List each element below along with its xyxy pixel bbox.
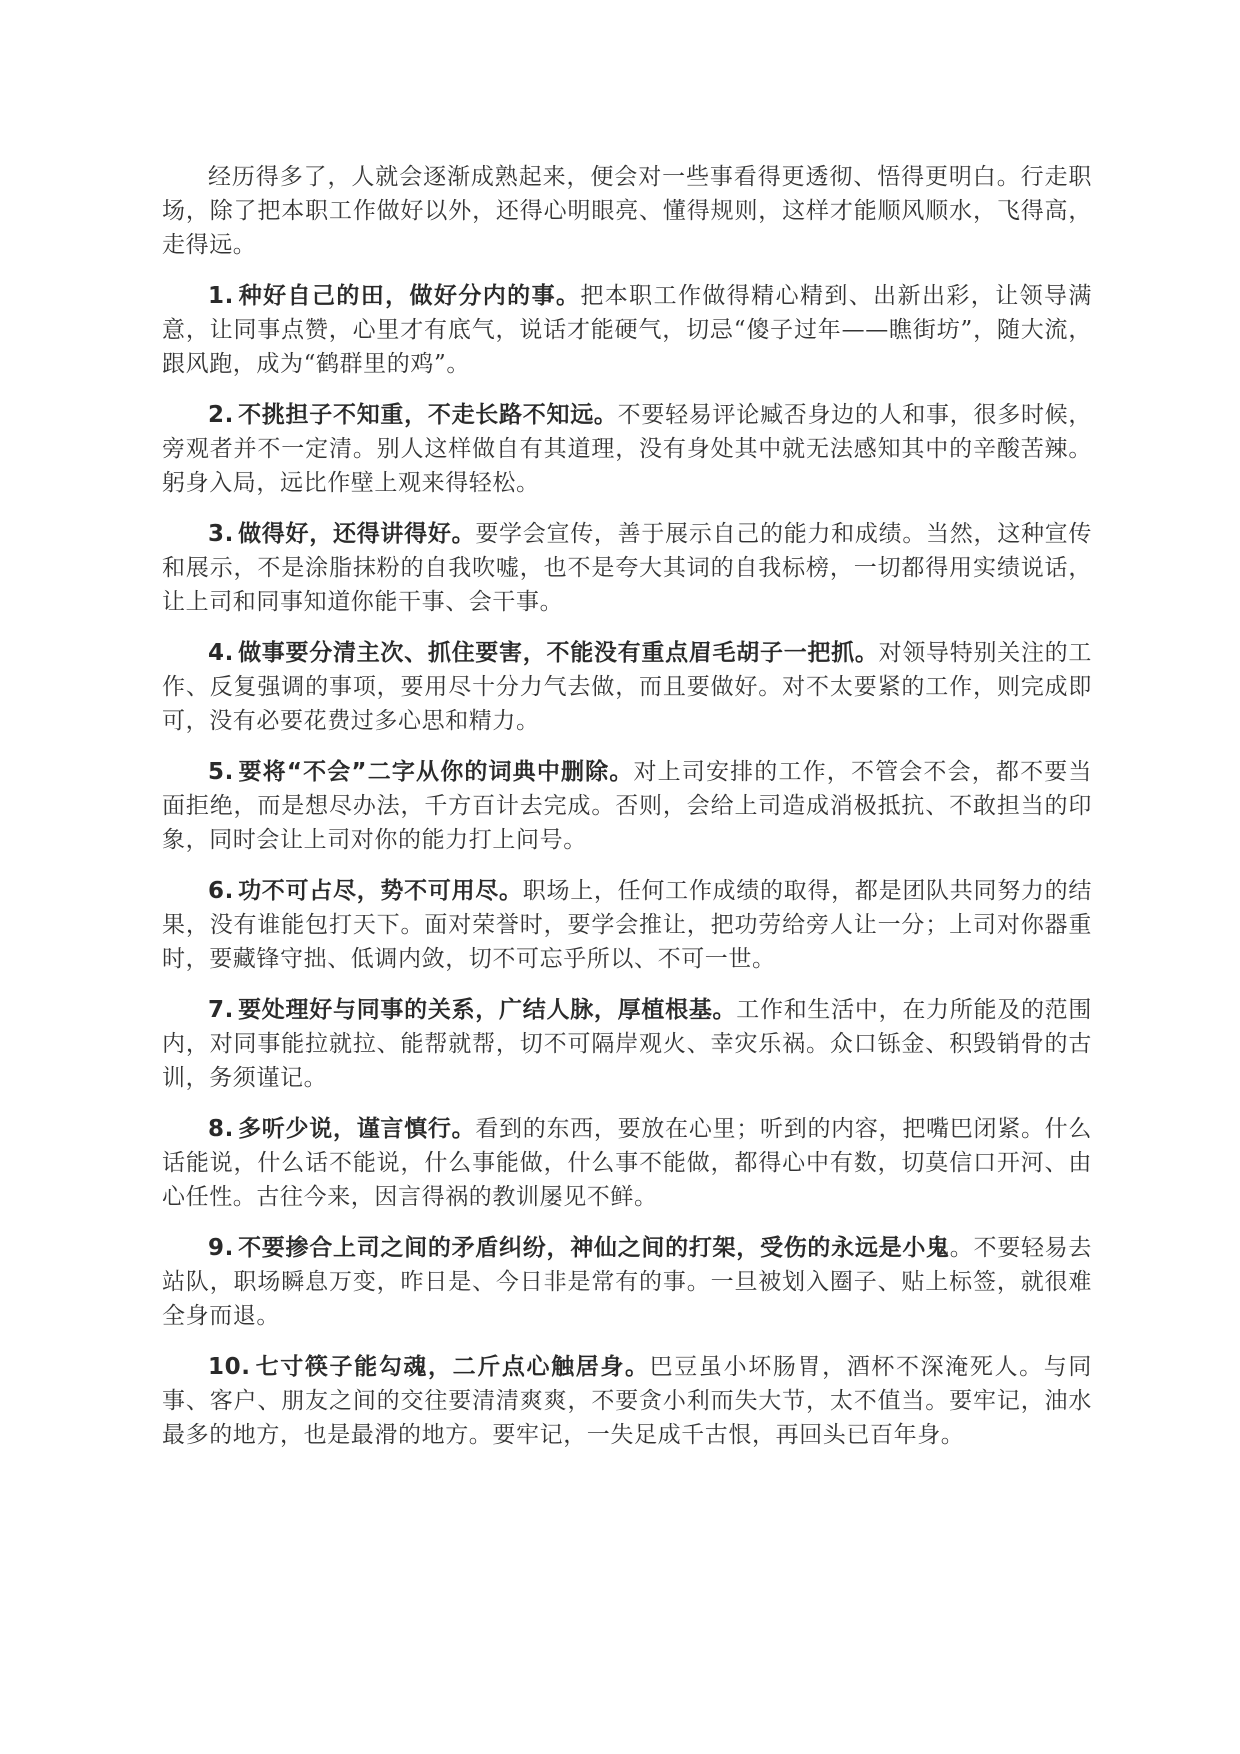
item-body: 对领导特别关注的工作、反复强调的事项，要用尽十分力气去做，而且要做好。对不太要紧的工作，则完成即可，没有必要花费过多心思和精力。: [162, 640, 1092, 734]
list-item: [162, 517, 1092, 619]
item-heading: 七寸筷子能勾魂，二斤点心触居身。: [254, 1354, 650, 1380]
item-number: 2.: [208, 402, 234, 428]
item-number: 3.: [208, 521, 234, 547]
item-heading: 要处理好与同事的关系，广结人脉，厚植根基。: [237, 997, 737, 1023]
item-body: 把本职工作做得精心精到、出新出彩，让领导满意，让同事点赞，心里才有底气，说话才能硬气，切忌“傻子过年——瞧街坊”，随大流，跟风跑，成为“鹤群里的鸡”。: [162, 283, 1092, 377]
item-body: 不要轻易评论臧否身边的人和事，很多时候，旁观者并不一定清。别人这样做自有其道理，没有身处其中就无法感知其中的辛酸苦辣。躬身入局，远比作壁上观来得轻松。: [162, 402, 1092, 496]
item-number: 4.: [208, 640, 234, 666]
list-item: [162, 1231, 1092, 1333]
list-item: [162, 1112, 1092, 1214]
list-item: [162, 755, 1092, 857]
list-item: [162, 636, 1092, 738]
list-item: [162, 874, 1092, 976]
item-heading: 要将“不会”二字从你的词典中删除。: [237, 759, 634, 785]
item-heading: 功不可占尽，势不可用尽。: [237, 878, 523, 904]
item-heading: 多听少说，谨言慎行。: [237, 1116, 476, 1142]
item-number: 10.: [208, 1354, 251, 1380]
item-number: 7.: [208, 997, 234, 1023]
item-body: 要学会宣传，善于展示自己的能力和成绩。当然，这种宣传和展示，不是涂脂抹粉的自我吹嘘，也不是夸大其词的自我标榜，一切都得用实绩说话，让上司和同事知道你能干事、会干事。: [162, 521, 1092, 615]
intro-paragraph: 经历得多了，人就会逐渐成熟起来，便会对一些事看得更透彻、悟得更明白。行走职场，除了把本职工作做好以外，还得心明眼亮、懂得规则，这样才能顺风顺水，飞得高，走得远。: [162, 164, 1092, 258]
list-item: [162, 398, 1092, 500]
list-item: [162, 993, 1092, 1095]
item-body: 工作和生活中，在力所能及的范围内，对同事能拉就拉、能帮就帮，切不可隔岸观火、幸灾乐祸。众口铄金、积毁销骨的古训，务须谨记。: [162, 997, 1092, 1091]
item-number: 1.: [208, 283, 234, 309]
item-number: 6.: [208, 878, 234, 904]
item-body: 对上司安排的工作，不管会不会，都不要当面拒绝，而是想尽办法，千方百计去完成。否则，会给上司造成消极抵抗、不敢担当的印象，同时会让上司对你的能力打上问号。: [162, 759, 1093, 853]
item-number: 9.: [208, 1235, 234, 1261]
item-number: 8.: [208, 1116, 234, 1142]
item-heading: 不要掺合上司之间的矛盾纠纷，神仙之间的打架，受伤的永远是小鬼: [237, 1235, 950, 1261]
item-number: 5.: [208, 759, 234, 785]
document-body: [162, 160, 1092, 1469]
item-body: 职场上，任何工作成绩的取得，都是团队共同努力的结果，没有谁能包打天下。面对荣誉时，要学会推让，把功劳给旁人让一分；上司对你器重时，要藏锋守拙、低调内敛，切不可忘乎所以、不可一世。: [162, 878, 1093, 972]
item-heading: 做得好，还得讲得好。: [237, 521, 476, 547]
item-body: 巴豆虽小坏肠胃，酒杯不深淹死人。与同事、客户、朋友之间的交往要清清爽爽，不要贪小利而失大节，太不值当。要牢记，油水最多的地方，也是最滑的地方。要牢记，一失足成千古恨，再回头已百年身。: [162, 1354, 1092, 1448]
item-heading: 种好自己的田，做好分内的事。: [237, 283, 581, 309]
item-heading: 不挑担子不知重，不走长路不知远。: [237, 402, 618, 428]
list-item: [162, 1350, 1092, 1452]
list-item: [162, 279, 1092, 381]
item-body: 。不要轻易去站队，职场瞬息万变，昨日是、今日非是常有的事。一旦被划入圈子、贴上标签，就很难全身而退。: [162, 1235, 1092, 1329]
item-heading: 做事要分清主次、抓住要害，不能没有重点眉毛胡子一把抓。: [237, 640, 879, 666]
item-body: 看到的东西，要放在心里；听到的内容，把嘴巴闭紧。什么话能说，什么话不能说，什么事能做，什么事不能做，都得心中有数，切莫信口开河、由心任性。古往今来，因言得祸的教训屡见不鲜。: [162, 1116, 1092, 1210]
